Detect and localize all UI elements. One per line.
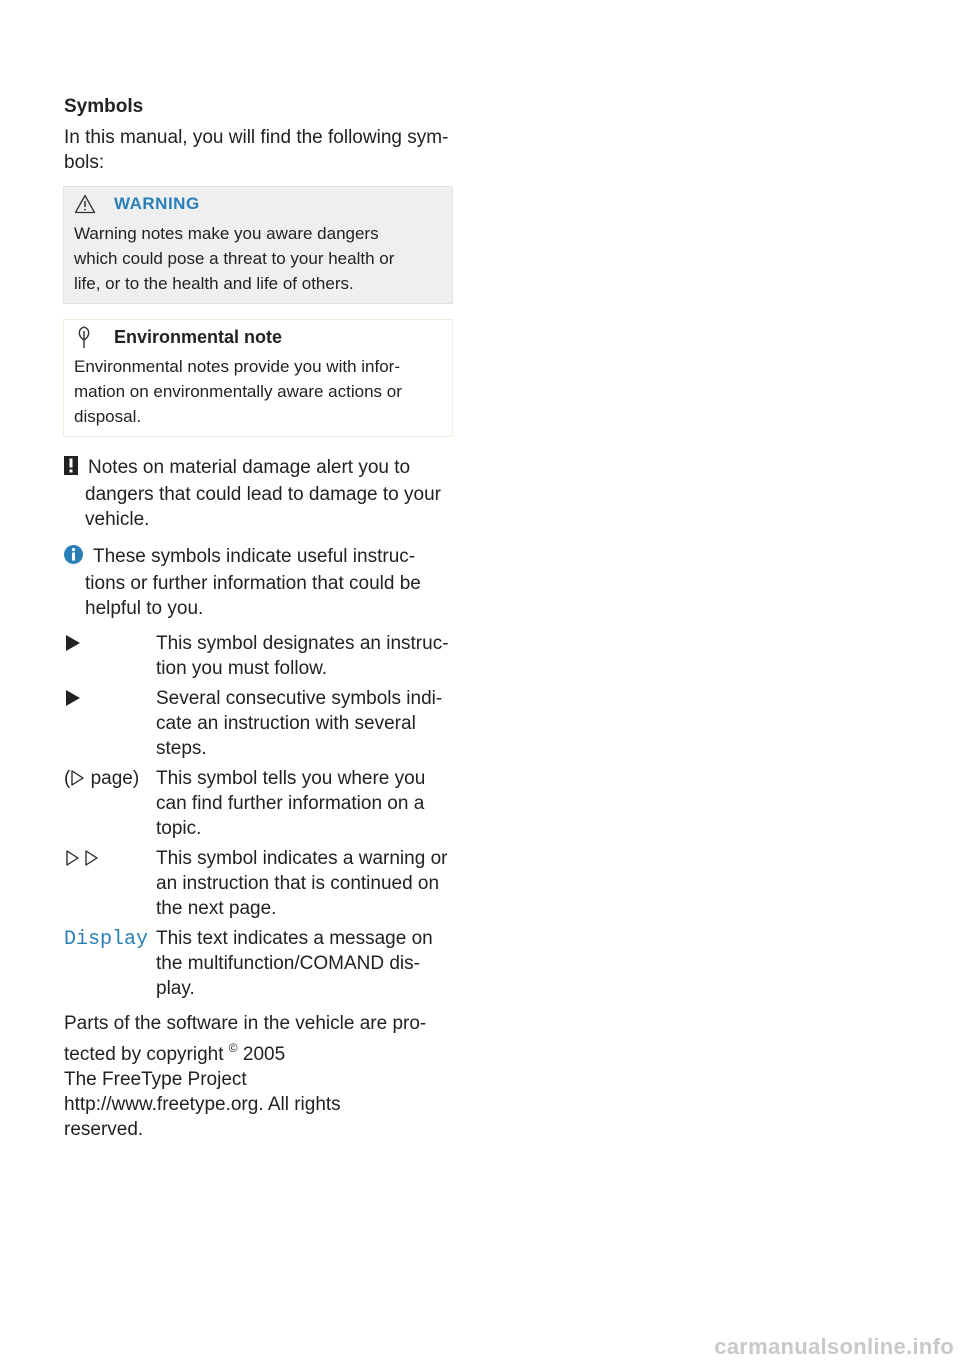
page-content [64,94,456,1142]
section-intro [64,125,456,175]
watermark: carmanualsonline.info [714,1334,954,1359]
symbol-row [64,631,456,681]
note-line: These symbols indicate useful instruc- [93,546,416,567]
copyright-year: 2005 [237,1044,286,1065]
warning-triangle-icon [74,194,114,214]
copyright-line: tected by copyright [64,1044,229,1065]
symbol-table [64,631,456,1001]
symbol-description-line: This symbol indicates a warning or [156,848,448,869]
intro-line: bols: [64,152,105,173]
copyright-line: reserved. [64,1119,144,1140]
environmental-note-box [63,319,453,437]
note-line: vehicle. [85,509,150,530]
note-line: dangers that could lead to damage to your [85,484,441,505]
page-reference-icon [70,768,85,789]
copyright-line: The FreeType Project [64,1069,247,1090]
copyright-symbol: © [228,1041,238,1055]
section-title: Symbols [64,96,144,117]
symbol-description-line: This text indicates a message on [156,928,433,949]
copyright-notice [64,1011,456,1142]
symbol-description-line: can find further information on a [156,793,425,814]
symbol-description-line: This symbol designates an instruc- [156,633,449,654]
symbol-description-line: the multifunction/COMAND dis- [156,953,420,974]
page-ref-label: page) [85,768,140,789]
warning-header [74,191,442,217]
warning-title: WARNING [114,194,200,213]
symbol-description-line: an instruction that is continued on [156,873,440,894]
environmental-text-line: disposal. [74,407,142,426]
material-damage-note [64,455,456,532]
environmental-text-line: mation on environmentally aware actions or [74,382,402,401]
symbol-description-line: This symbol tells you where you [156,768,426,789]
environmental-text-line: Environmental notes provide you with infor- [74,357,400,376]
instruction-arrow-icon [64,688,80,709]
warning-text-line: which could pose a threat to your health or [74,249,395,268]
symbol-description-line: play. [156,978,195,999]
warning-box [63,186,453,304]
info-icon [64,545,83,571]
warning-text-line: life, or to the health and life of others. [74,274,354,293]
exclamation-icon [64,456,78,482]
symbol-row [64,766,456,841]
symbol-row [64,686,456,761]
note-line: helpful to you. [85,598,204,619]
symbol-description-line: topic. [156,818,202,839]
symbol-description-line: steps. [156,738,207,759]
symbol-description-line: the next page. [156,898,277,919]
intro-line: In this manual, you will find the following sym- [64,127,449,148]
warning-text-line: Warning notes make you aware dangers [74,224,379,243]
symbol-row [64,846,456,921]
instruction-arrow-icon [64,633,80,654]
environmental-header [74,324,442,350]
symbol-row [64,926,456,1001]
copyright-link: http://www.freetype.org. All rights [64,1094,341,1115]
info-note [64,544,456,621]
symbol-description-line: Several consecutive symbols indi- [156,688,443,709]
copyright-line: Parts of the software in the vehicle are pro- [64,1013,427,1034]
environmental-title: Environmental note [114,326,283,347]
environment-leaf-icon [74,325,114,349]
symbol-description-line: cate an instruction with several [156,713,416,734]
display-label: Display [64,928,149,951]
symbol-description-line: tion you must follow. [156,658,328,679]
note-line: tions or further information that could be [85,573,421,594]
note-line: Notes on material damage alert you to [88,457,411,478]
page-ref-open: ( [64,768,71,789]
continued-icon [64,848,100,869]
